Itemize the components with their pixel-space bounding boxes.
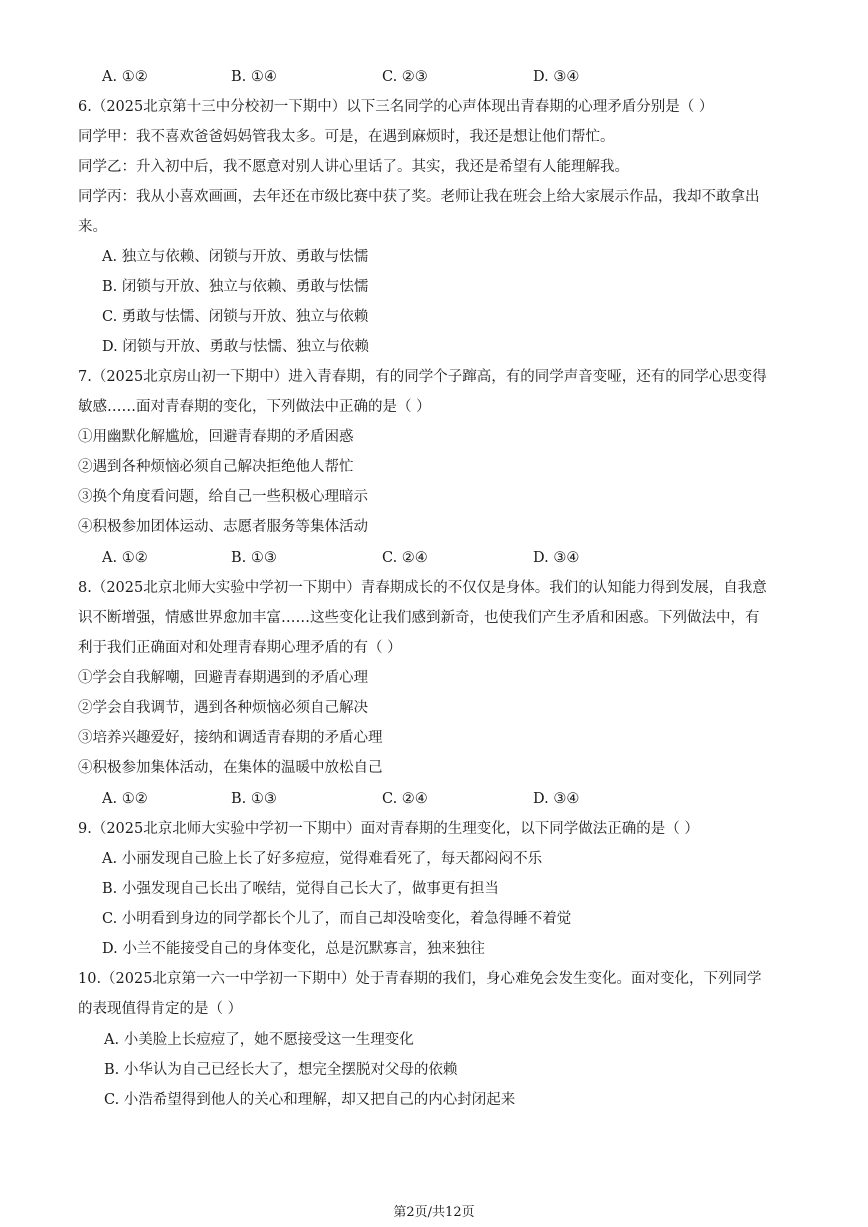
option-a: A. ①②: [102, 69, 148, 85]
statement-item: ②学会自我调节，遇到各种烦恼必须自己解决: [78, 700, 368, 716]
option-c: C. ②③: [382, 69, 428, 85]
student-voice: 同学乙：升入初中后，我不愿意对别人讲心里话了。其实，我还是希望有人能理解我。: [78, 159, 629, 175]
question-stem: 10.（2025北京第一六一中学初一下期中）处于青春期的我们，身心难免会发生变化。面对变化，下列同学: [78, 971, 762, 987]
option-c: C. 勇敢与怯懦、闭锁与开放、独立与依赖: [102, 309, 369, 325]
statement-item: ①用幽默化解尴尬，回避青春期的矛盾困惑: [78, 429, 354, 445]
statement-item: ③换个角度看问题，给自己一些积极心理暗示: [78, 489, 368, 505]
option-b: B. ①④: [231, 69, 277, 85]
option-b: B. 闭锁与开放、独立与依赖、勇敢与怯懦: [102, 279, 369, 295]
option-b: B. 小强发现自己长出了喉结，觉得自己长大了，做事更有担当: [102, 881, 499, 897]
option-a: A. ①②: [102, 791, 148, 807]
statement-item: ②遇到各种烦恼必须自己解决拒绝他人帮忙: [78, 459, 354, 475]
question-stem: 6.（2025北京第十三中分校初一下期中）以下三名同学的心声体现出青春期的心理矛盾分别是（ ）: [78, 99, 714, 115]
question-stem: 敏感……面对青春期的变化，下列做法中正确的是（ ）: [78, 399, 431, 415]
student-voice: 来。: [78, 219, 107, 235]
question-stem: 8.（2025北京北师大实验中学初一下期中）青春期成长的不仅仅是身体。我们的认知能力得到发展，自我意: [78, 580, 767, 596]
student-voice: 同学丙：我从小喜欢画画，去年还在市级比赛中获了奖。老师让我在班会上给大家展示作品，我却不敢拿出: [78, 189, 760, 205]
student-voice: 同学甲：我不喜欢爸爸妈妈管我太多。可是，在遇到麻烦时，我还是想让他们帮忙。: [78, 129, 615, 145]
option-d: D. ③④: [533, 791, 580, 807]
question-stem: 7.（2025北京房山初一下期中）进入青春期，有的同学个子蹿高，有的同学声音变哑，还有的同学心思变得: [78, 369, 767, 385]
option-a: A. 小美脸上长痘痘了，她不愿接受这一生理变化: [104, 1032, 414, 1048]
option-c: C. ②④: [382, 791, 428, 807]
question-stem: 9.（2025北京北师大实验中学初一下期中）面对青春期的生理变化，以下同学做法正确的是（ ）: [78, 821, 699, 837]
option-a: A. ①②: [102, 550, 148, 566]
option-d: D. 小兰不能接受自己的身体变化，总是沉默寡言，独来独往: [102, 941, 485, 957]
option-b: B. ①③: [231, 550, 277, 566]
option-c: C. 小浩希望得到他人的关心和理解，却又把自己的内心封闭起来: [104, 1092, 516, 1108]
option-b: B. ①③: [231, 791, 277, 807]
page-number-footer: 第2页/共12页: [393, 1205, 475, 1220]
option-b: B. 小华认为自己已经长大了，想完全摆脱对父母的依赖: [104, 1062, 458, 1078]
question-stem: 利于我们正确面对和处理青春期心理矛盾的有（ ）: [78, 640, 402, 656]
option-d: D. 闭锁与开放、勇敢与怯懦、独立与依赖: [102, 339, 369, 355]
statement-item: ①学会自我解嘲，回避青春期遇到的矛盾心理: [78, 670, 368, 686]
option-d: D. ③④: [533, 550, 580, 566]
option-a: A. 独立与依赖、闭锁与开放、勇敢与怯懦: [102, 249, 369, 265]
option-d: D. ③④: [533, 69, 580, 85]
question-stem: 识不断增强，情感世界愈加丰富……这些变化让我们感到新奇，也使我们产生矛盾和困惑。下列做法中，有: [78, 610, 760, 626]
question-stem: 的表现值得肯定的是（ ）: [78, 1001, 243, 1017]
statement-item: ③培养兴趣爱好，接纳和调适青春期的矛盾心理: [78, 730, 383, 746]
statement-item: ④积极参加团体运动、志愿者服务等集体活动: [78, 519, 368, 535]
option-c: C. 小明看到身边的同学都长个儿了，而自己却没啥变化，着急得睡不着觉: [102, 911, 572, 927]
statement-item: ④积极参加集体活动，在集体的温暖中放松自己: [78, 760, 383, 776]
option-a: A. 小丽发现自己脸上长了好多痘痘，觉得难看死了，每天都闷闷不乐: [102, 851, 543, 867]
option-c: C. ②④: [382, 550, 428, 566]
